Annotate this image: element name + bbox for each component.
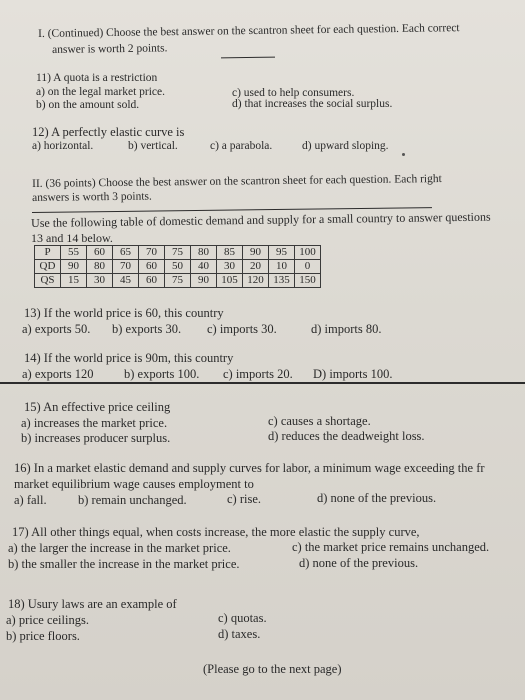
table-intro-line2: 13 and 14 below.: [31, 231, 113, 245]
table-cell: 90: [191, 274, 217, 288]
table-cell: QD: [35, 260, 61, 274]
q15-stem: 15) An effective price ceiling: [24, 400, 171, 414]
table-cell: 0: [295, 260, 321, 274]
footer-note: (Please go to the next page): [203, 662, 342, 676]
q18-option-c: c) quotas.: [218, 611, 267, 625]
table-cell: 75: [165, 246, 191, 260]
q16-stem-line2: market equilibrium wage causes employment to: [14, 477, 254, 491]
q18-stem: 18) Usury laws are an example of: [8, 597, 177, 611]
table-cell: 60: [139, 274, 165, 288]
table-cell: 30: [217, 260, 243, 274]
q12-option-c: c) a parabola.: [210, 140, 273, 152]
q15-option-a: a) increases the market price.: [21, 416, 168, 430]
q11-option-a: a) on the legal market price.: [36, 86, 165, 98]
section2-title: II. (36 points) Choose the best answer on the scantron sheet for each question. Each right: [32, 172, 442, 190]
q16-stem-line1: 16) In a market elastic demand and supply curves for labor, a minimum wage exceeding the fr: [14, 461, 485, 475]
table-cell: 70: [139, 246, 165, 260]
q12-stem: 12) A perfectly elastic curve is: [32, 125, 185, 139]
table-cell: 70: [113, 260, 139, 274]
section-divider: [0, 382, 525, 384]
table-cell: 10: [269, 260, 295, 274]
q13-option-b: b) exports 30.: [112, 322, 182, 336]
table-intro-line1: Use the following table of domestic demand and supply for a small country to answer questions: [31, 209, 491, 230]
q14-option-a: a) exports 120: [22, 367, 94, 381]
table-cell: 45: [113, 274, 139, 288]
table-cell: 150: [295, 274, 321, 288]
q16-option-d: d) none of the previous.: [317, 491, 437, 505]
q17-option-b: b) the smaller the increase in the market price.: [8, 557, 240, 571]
table-cell: 15: [61, 274, 87, 288]
table-row-qs: [35, 274, 321, 288]
table-cell: 65: [113, 246, 139, 260]
q15-option-b: b) increases producer surplus.: [21, 431, 171, 445]
section1-title: I. (Continued) Choose the best answer on the scantron sheet for each question. Each correct: [38, 22, 460, 40]
section2-subtitle: answers is worth 3 points.: [32, 190, 152, 204]
section1-subtitle: answer is worth 2 points.: [52, 42, 168, 56]
q18-option-b: b) price floors.: [6, 629, 80, 643]
q12-option-b: b) vertical.: [128, 140, 178, 152]
table-row-qd: [35, 260, 321, 274]
table-cell: 80: [191, 246, 217, 260]
table-cell: QS: [35, 274, 61, 288]
table-cell: 50: [165, 260, 191, 274]
q13-option-c: c) imports 30.: [207, 322, 277, 336]
table-cell: 120: [243, 274, 269, 288]
table-cell: 90: [243, 246, 269, 260]
q18-option-a: a) price ceilings.: [6, 613, 89, 627]
q12-option-a: a) horizontal.: [32, 140, 94, 152]
q17-option-a: a) the larger the increase in the market price.: [8, 541, 231, 555]
q16-option-c: c) rise.: [227, 492, 262, 506]
table-cell: 80: [87, 260, 113, 274]
table-cell: 60: [87, 246, 113, 260]
q17-option-c: c) the market price remains unchanged.: [292, 540, 490, 554]
q13-option-a: a) exports 50.: [22, 322, 91, 336]
pen-dot: [402, 153, 405, 156]
q14-option-d: D) imports 100.: [313, 367, 393, 381]
q11-option-c: c) used to help consumers.: [232, 87, 355, 99]
table-cell: 75: [165, 274, 191, 288]
q11-stem: 11) A quota is a restriction: [36, 72, 158, 84]
table-cell: 60: [139, 260, 165, 274]
table-cell: 135: [269, 274, 295, 288]
points-underline: [221, 57, 275, 59]
q13-option-d: d) imports 80.: [311, 322, 382, 336]
q11-option-d: d) that increases the social surplus.: [232, 98, 393, 110]
q16-option-b: b) remain unchanged.: [78, 493, 187, 507]
demand-supply-table: [34, 245, 321, 288]
q13-stem: 13) If the world price is 60, this country: [24, 306, 224, 320]
q11-option-b: b) on the amount sold.: [36, 99, 140, 111]
table-cell: 40: [191, 260, 217, 274]
table-cell: 90: [61, 260, 87, 274]
table-cell: 95: [269, 246, 295, 260]
q15-option-c: c) causes a shortage.: [268, 414, 371, 428]
q15-option-d: d) reduces the deadweight loss.: [268, 429, 425, 443]
q17-option-d: d) none of the previous.: [299, 556, 419, 570]
table-cell: 55: [61, 246, 87, 260]
table-cell: 105: [217, 274, 243, 288]
table-cell: 100: [295, 246, 321, 260]
table-row-price: [35, 246, 321, 260]
q18-option-d: d) taxes.: [218, 627, 261, 641]
q17-stem: 17) All other things equal, when costs increase, the more elastic the supply curve,: [12, 525, 420, 539]
q14-option-c: c) imports 20.: [223, 367, 293, 381]
q16-option-a: a) fall.: [14, 493, 47, 507]
table-cell: 85: [217, 246, 243, 260]
table-cell: 30: [87, 274, 113, 288]
q14-stem: 14) If the world price is 90m, this country: [24, 351, 234, 365]
table-cell: 20: [243, 260, 269, 274]
table-cell: P: [35, 246, 61, 260]
q14-option-b: b) exports 100.: [124, 367, 200, 381]
q12-option-d: d) upward sloping.: [302, 140, 389, 152]
